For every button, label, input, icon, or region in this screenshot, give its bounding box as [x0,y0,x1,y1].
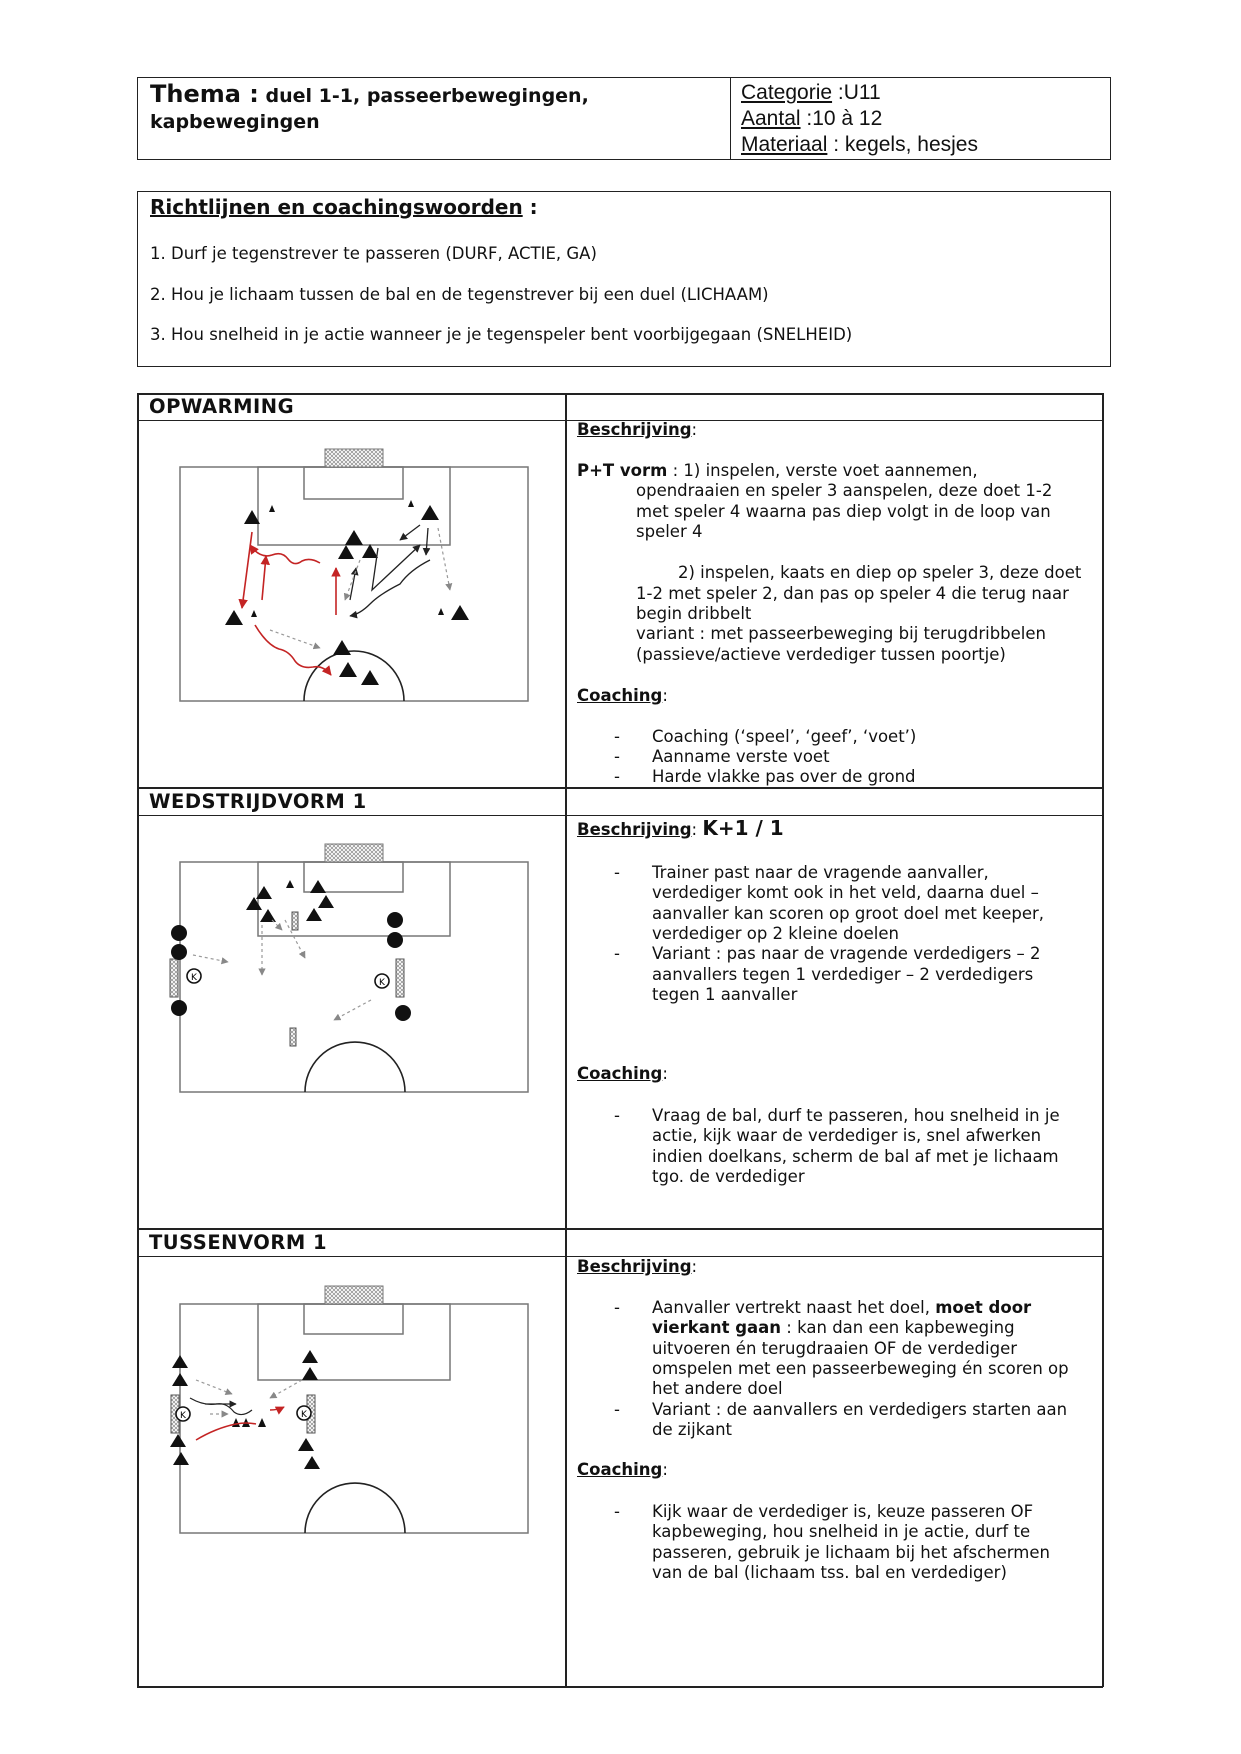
description-line: aanvallers tegen 1 verdediger – 2 verdedigers [652,965,1034,984]
guideline-item-2: 2. Hou je lichaam tussen de bal en de tegenstrever bij een duel (LICHAAM) [150,285,769,304]
description-line: met speler 4 waarna pas diep volgt in de loop van [636,502,1051,521]
categorie-value: :U11 [837,81,881,104]
coaching-item: tgo. de verdediger [652,1167,805,1186]
section-title-tussenvorm: TUSSENVORM 1 [149,1231,328,1254]
bullet-dash: - [614,863,620,882]
coaching-label: Coaching [577,1064,663,1083]
description-line: Variant : pas naar de vragende verdedigers – 2 [652,944,1041,963]
thema-label: Thema : [150,80,259,108]
description-text: Aanvaller vertrekt naast het doel, [652,1298,936,1317]
beschrijving-label: Beschrijving [577,1257,692,1276]
guideline-item-1: 1. Durf je tegenstrever te passeren (DURF, ACTIE, GA) [150,244,597,263]
bullet-dash: - [614,1106,620,1125]
bullet-dash: - [614,767,620,786]
coaching-item: Harde vlakke pas over de grond [652,767,916,786]
bullet-dash: - [614,1298,620,1317]
guideline-item-3: 3. Hou snelheid in je actie wanneer je je tegenspeler bent voorbijgegaan (SNELHEID) [150,325,853,344]
description-line: Trainer past naar de vragende aanvaller, [652,863,989,882]
coaching-item: indien doelkans, scherm de bal af met je lichaam [652,1147,1059,1166]
thema-text: duel 1-1, passeerbewegingen, kapbewegingen [150,85,589,133]
description-line: uitvoeren én terugdraaien OF de verdediger [652,1339,1017,1358]
aantal-value: :10 à 12 [806,107,883,130]
colon: : [691,1257,698,1276]
description-line: verdediger op 2 kleine doelen [652,924,899,943]
materiaal-value: : kegels, hesjes [833,133,978,156]
pt-label: P+T vorm [577,461,668,480]
colon: : [691,420,698,439]
coaching-item: actie, kijk waar de verdediger is, snel afwerken [652,1126,1042,1145]
description-line: opendraaien en speler 3 aanspelen, deze doet 1-2 [636,481,1053,500]
coaching-item: Kijk waar de verdediger is, keuze passeren OF [652,1502,1034,1521]
description-line: het andere doel [652,1379,783,1398]
guidelines-title-suffix: : [522,195,538,219]
coaching-item: van de bal (lichaam tss. bal en verdediger) [652,1563,1007,1582]
description-bold: moet door [935,1298,1032,1317]
colon: : [662,686,668,705]
coaching-label: Coaching [577,1460,663,1479]
coaching-item: Vraag de bal, durf te passeren, hou snelheid in je [652,1106,1060,1125]
materiaal-label: Materiaal [741,133,828,156]
keeper-mark: K [180,1411,186,1421]
coaching-item: Coaching (‘speel’, ‘geef’, ‘voet’) [652,727,917,746]
coaching-item: Aanname verste voet [652,747,830,766]
section-title-wedstrijdvorm: WEDSTRIJDVORM 1 [149,790,367,813]
description-line: (passieve/actieve verdediger tussen poortje) [636,645,1006,664]
coaching-item: kapbeweging, hou snelheid in je actie, durf te [652,1522,1031,1541]
description-line: speler 4 [636,522,703,541]
bullet-dash: - [614,1400,620,1419]
description-line: de zijkant [652,1420,733,1439]
description-line: Variant : de aanvallers en verdedigers starten aan [652,1400,1068,1419]
section-title-opwarming: OPWARMING [149,395,295,418]
bullet-dash: - [614,747,620,766]
description-line: verdediger komt ook in het veld, daarna duel – [652,883,1039,902]
description-line: aanvaller kan scoren op groot doel met keeper, [652,904,1045,923]
guidelines-title-text: Richtlijnen en coachingswoorden [150,195,523,219]
opwarming-diagram [180,449,528,701]
description-line: 1-2 met speler 2, dan pas op speler 4 die terug naar [636,584,1069,603]
aantal-label: Aantal [741,107,801,130]
coaching-label: Coaching [577,686,663,705]
description-line: omspelen met een passeerbeweging én scoren op [652,1359,1069,1378]
colon: : [662,1064,668,1083]
keeper-mark: K [191,973,197,983]
categorie-label: Categorie [741,81,833,104]
description-line: variant : met passeerbeweging bij terugdribbelen [636,624,1046,643]
description-text: : kan dan een kapbeweging [781,1318,1015,1337]
tussenvorm-diagram [170,1286,528,1533]
colon: : [662,1460,668,1479]
beschrijving-label: Beschrijving [577,820,692,839]
colon: : [691,820,698,839]
format-label: K+1 / 1 [702,816,784,840]
description-line: 2) inspelen, kaats en diep op speler 3, deze doet [678,563,1082,582]
description-line: begin dribbelt [636,604,752,623]
keeper-mark: K [379,978,385,988]
bullet-dash: - [614,1502,620,1521]
description-line: : 1) inspelen, verste voet aannemen, [667,461,978,480]
coaching-item: passeren, gebruik je lichaam bij het afschermen [652,1543,1050,1562]
wedstrijdvorm-diagram [170,844,528,1092]
description-bold: vierkant gaan [652,1318,782,1337]
beschrijving-label: Beschrijving [577,420,692,439]
bullet-dash: - [614,727,620,746]
keeper-mark: K [301,1410,307,1420]
bullet-dash: - [614,944,620,963]
description-line: tegen 1 aanvaller [652,985,798,1004]
